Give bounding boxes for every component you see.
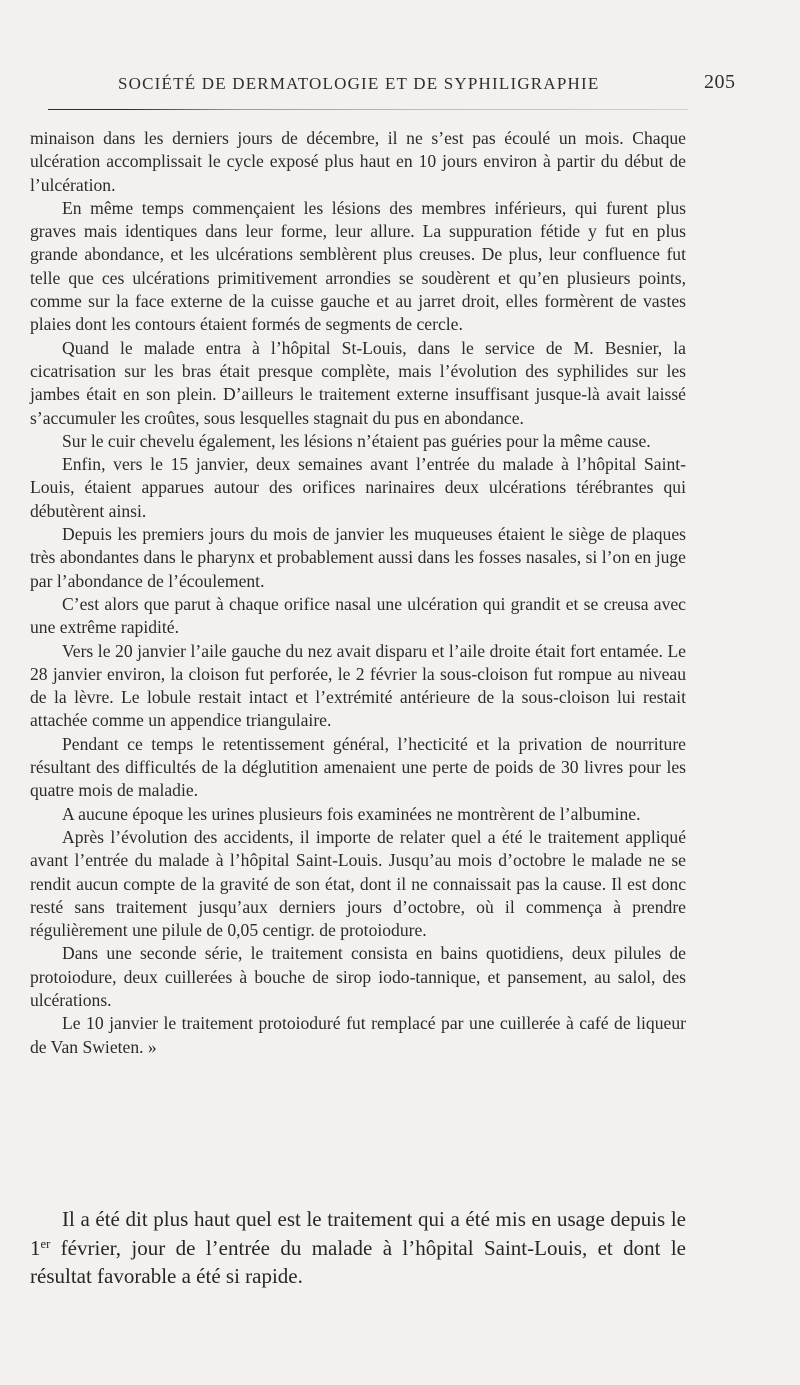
- paragraph: Le 10 janvier le traitement protoioduré fut remplacé par une cuillerée à café de liqueur de Van Swieten. »: [30, 1013, 686, 1057]
- paragraph: Sur le cuir chevelu également, les lésions n’étaient pas guéries pour la même cause.: [62, 430, 651, 451]
- paragraph: A aucune époque les urines plusieurs fois examinées ne montrèrent de l’albumine.: [62, 803, 641, 824]
- paragraph: Pendant ce temps le retentissement général, l’hecticité et la privation de nourriture résultant des difficultés de la déglutition amenaient une perte de poids de 30 livres pour les quatre mois de maladie.: [30, 733, 686, 801]
- closing-text-after: février, jour de l’entrée du malade à l’hôpital Saint-Louis, et dont le résultat favorable a été si rapide.: [30, 1235, 686, 1288]
- paragraph: C’est alors que parut à chaque orifice nasal une ulcération qui grandit et se creusa avec une extrême rapidité.: [30, 593, 686, 638]
- paragraph: Après l’évolution des accidents, il importe de relater quel a été le traitement appliqué avant l’entrée du malade à l’hôpital Saint-Louis. Jusqu’au mois d’octobre le malade ne se rendit aucun compte de la gravité de son état, dont il ne connaissait pas la cause. Il est donc resté sans traitement jusqu’aux derniers jours d’octobre, où il commença à prendre régulièrement une pilule de 0,05 centigr. de protoiodure.: [30, 826, 686, 941]
- paragraph: Depuis les premiers jours du mois de janvier les muqueuses étaient le siège de plaques très abondantes dans le pharynx et probablement aussi dans les fosses nasales, si l’on en juge par l’abondance de l’écoulement.: [30, 524, 686, 591]
- closing-text: [30, 1205, 686, 1291]
- header-rule: [48, 109, 688, 110]
- paragraph: minaison dans les derniers jours de décembre, il ne s’est pas écoulé un mois. Chaque ulcération accomplissait le cycle exposé plus haut en 10 jours environ à partir du début de l’ulcération.: [30, 128, 686, 195]
- ordinal-superscript: er: [40, 1236, 51, 1251]
- paragraph: Quand le malade entra à l’hôpital St-Louis, dans le service de M. Besnier, la cicatrisation sur les bras était presque complète, mais l’évolution des syphilides sur les jambes était en son plein. D’ailleurs le traitement externe insuffisant jusque-là avait laissé s’accumuler les croûtes, sous lesquelles stagnait du pus en abondance.: [30, 337, 686, 428]
- running-title: SOCIÉTÉ DE DERMATOLOGIE ET DE SYPHILIGRAPHIE: [118, 74, 600, 93]
- page-number: 205: [704, 71, 736, 93]
- closing-paragraph: [30, 1205, 686, 1291]
- paragraph: En même temps commençaient les lésions des membres inférieurs, qui furent plus graves mais identiques dans leur forme, leur allure. La suppuration fétide y fut en plus grande abondance, et les ulcérations semblèrent plus creuses. De plus, leur confluence fut telle que ces ulcérations primitivement arrondies se soudèrent et qu’en plusieurs points, comme sur la face externe de la cuisse gauche et au jarret droit, elles formèrent de vastes plaies dont les contours étaient formés de segments de cercle.: [30, 197, 686, 335]
- paragraph: Vers le 20 janvier l’aile gauche du nez avait disparu et l’aile droite était fort entamée. Le 28 janvier environ, la cloison fut perforée, le 2 février la sous-cloison fut rompue au niveau de la lèvre. Le lobule restait intact et l’extrémité antérieure de la sous-cloison lui restait attachée comme un appendice triangulaire.: [30, 640, 686, 731]
- paragraph: Dans une seconde série, le traitement consista en bains quotidiens, deux pilules de protoiodure, deux cuillerées à bouche de sirop iodo-tannique, et pansement, au salol, des ulcérations.: [30, 943, 686, 1010]
- paragraph: Enfin, vers le 15 janvier, deux semaines avant l’entrée du malade à l’hôpital Saint-Louis, étaient apparues autour des orifices narinaires deux ulcérations térébrantes qui débutèrent ainsi.: [30, 454, 686, 521]
- closing-text-before: Il a été dit plus haut quel est le traitement qui a été mis en usage depuis le 1: [30, 1207, 686, 1260]
- running-header: [48, 71, 736, 102]
- body-text: [30, 127, 686, 1059]
